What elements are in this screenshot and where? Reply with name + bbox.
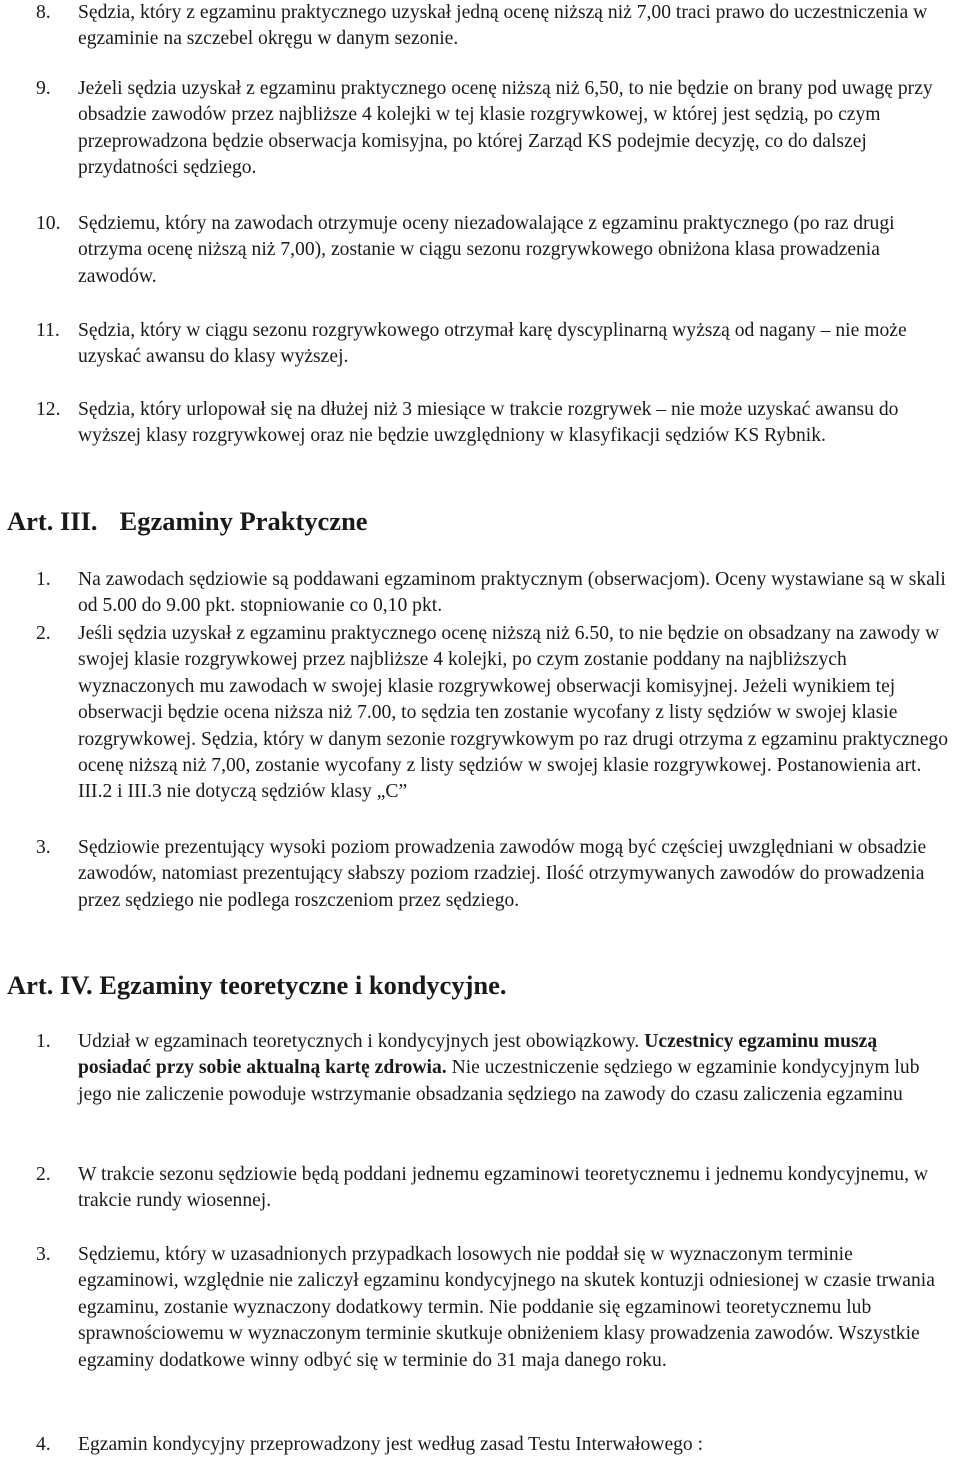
item-text: Jeżeli sędzia uzyskał z egzaminu praktycznego ocenę niższą niż 6,50, to nie będzie on brany pod uwagę przy obsadzie zawodów przez najbliższe 4 kolejki w tej klasie rozgrywkowej, w której jest sędzią, po czym przeprowadzona będzie obserwacja komisyjna, po której Zarząd KS podejmie decyzję, co do dalszej przydatności sędziego. [78, 78, 933, 179]
item-number: 12. [36, 399, 61, 420]
item-number: 8. [36, 2, 51, 23]
item-text: W trakcie sezonu sędziowie będą poddani jednemu egzaminowi teoretycznemu i jednemu kondycyjnemu, w trakcie rundy wiosennej. [78, 1164, 929, 1212]
item-number: 2. [36, 1164, 51, 1185]
item-text [78, 1029, 952, 1108]
item-text: Sędzia, który w ciągu sezonu rozgrywkowego otrzymał karę dyscyplinarną wyższą od nagany – nie może uzyskać awansu do klasy wyższej. [78, 320, 907, 368]
item-number: 3. [36, 1244, 51, 1265]
item-text: Na zawodach sędziowie są poddawani egzaminom praktycznym (obserwacjom). Oceny wystawiane są w skali od 5.00 do 9.00 pkt. stopniowanie co 0,10 pkt. [78, 569, 946, 617]
item-text: Jeśli sędzia uzyskał z egzaminu praktycznego ocenę niższą niż 6.50, to nie będzie on obsadzany na zawody w swojej klasie rozgrywkowej przez najbliższe 4 kolejki, po czym zostanie poddany na najbliższych wyznaczonych mu zawodach w swojej klasie rozgrywkowej obserwacji komisyjnej. Jeżeli wynikiem tej obserwacji będzie ocena niższa niż 7.00, to sędzia ten zostanie wycofany z listy sędziów w swojej klasie rozgrywkowej. Sędzia, który w danym sezonie rozgrywkowym po raz drugi otrzyma z egzaminu praktycznego ocenę niższą niż 7,00, zostanie wycofany z listy sędziów w swojej klasie rozgrywkowej. Postanowienia art. III.2 i III.3 nie dotyczą sędziów klasy „C” [78, 623, 948, 803]
item-number: 10. [36, 213, 61, 234]
item-text: Sędzia, który urlopował się na dłużej niż 3 miesiące w trakcie rozgrywek – nie może uzyskać awansu do wyższej klasy rozgrywkowej oraz nie będzie uwzględniony w klasyfikacji sędziów KS Rybnik. [78, 399, 899, 447]
item-text: Sędzia, który z egzaminu praktycznego uzyskał jedną ocenę niższą niż 7,00 traci prawo do uczestniczenia w egzaminie na szczebel okręgu w danym sezonie. [78, 2, 928, 50]
item-number: 11. [36, 320, 60, 341]
item-number: 1. [36, 1031, 51, 1052]
item-text-bold: Uczestnicy egzaminu muszą posiadać przy sobie aktualną kartę zdrowia. [78, 1031, 878, 1079]
item-text: Sędziemu, który na zawodach otrzymuje oceny niezadowalające z egzaminu praktycznego (po raz drugi otrzyma ocenę niższą niż 7,00), zostanie w ciągu sezonu rozgrywkowego obniżona klasa prowadzenia zawodów. [78, 213, 895, 287]
item-text-part: Udział w egzaminach teoretycznych i kondycyjnych jest obowiązkowy. [78, 1031, 645, 1052]
section-heading-art3 [7, 505, 368, 537]
item-text-part: Nie uczestniczenie sędziego w egzaminie kondycyjnym lub jego nie zaliczenie powoduje wstrzymanie obsadzania sędziego na zawody do czasu zaliczenia egzaminu [78, 1057, 920, 1105]
section-title: Egzaminy Praktyczne [119, 506, 368, 536]
item-number: 9. [36, 78, 51, 99]
item-number: 4. [36, 1434, 51, 1455]
item-text: Sędziowie prezentujący wysoki poziom prowadzenia zawodów mogą być częściej uwzględniani w obsadzie zawodów, natomiast prezentujący słabszy poziom rzadziej. Ilość otrzymywanych zawodów do prowadzenia przez sędziego nie podlega roszczeniom przez sędziego. [78, 837, 927, 911]
section-title: Art. IV. Egzaminy teoretyczne i kondycyjne. [7, 970, 507, 1000]
item-text: Egzamin kondycyjny przeprowadzony jest według zasad Testu Interwałowego : [78, 1434, 704, 1455]
item-number: 3. [36, 837, 51, 858]
item-number: 1. [36, 569, 51, 590]
section-heading-art4 [7, 969, 507, 1001]
section-label: Art. III. [7, 506, 98, 536]
item-number: 2. [36, 623, 51, 644]
item-text: Sędziemu, który w uzasadnionych przypadkach losowych nie poddał się w wyznaczonym terminie egzaminowi, względnie nie zaliczył egzaminu kondycyjnego na skutek kontuzji odniesionej w czasie trwania egzaminu, zostanie wyznaczony dodatkowy termin. Nie poddanie się egzaminowi teoretycznemu lub sprawnościowemu w wyznaczonym terminie skutkuje obniżeniem klasy prowadzenia zawodów. Wszystkie egzaminy dodatkowe winny odbyć się w terminie do 31 maja danego roku. [78, 1244, 935, 1371]
